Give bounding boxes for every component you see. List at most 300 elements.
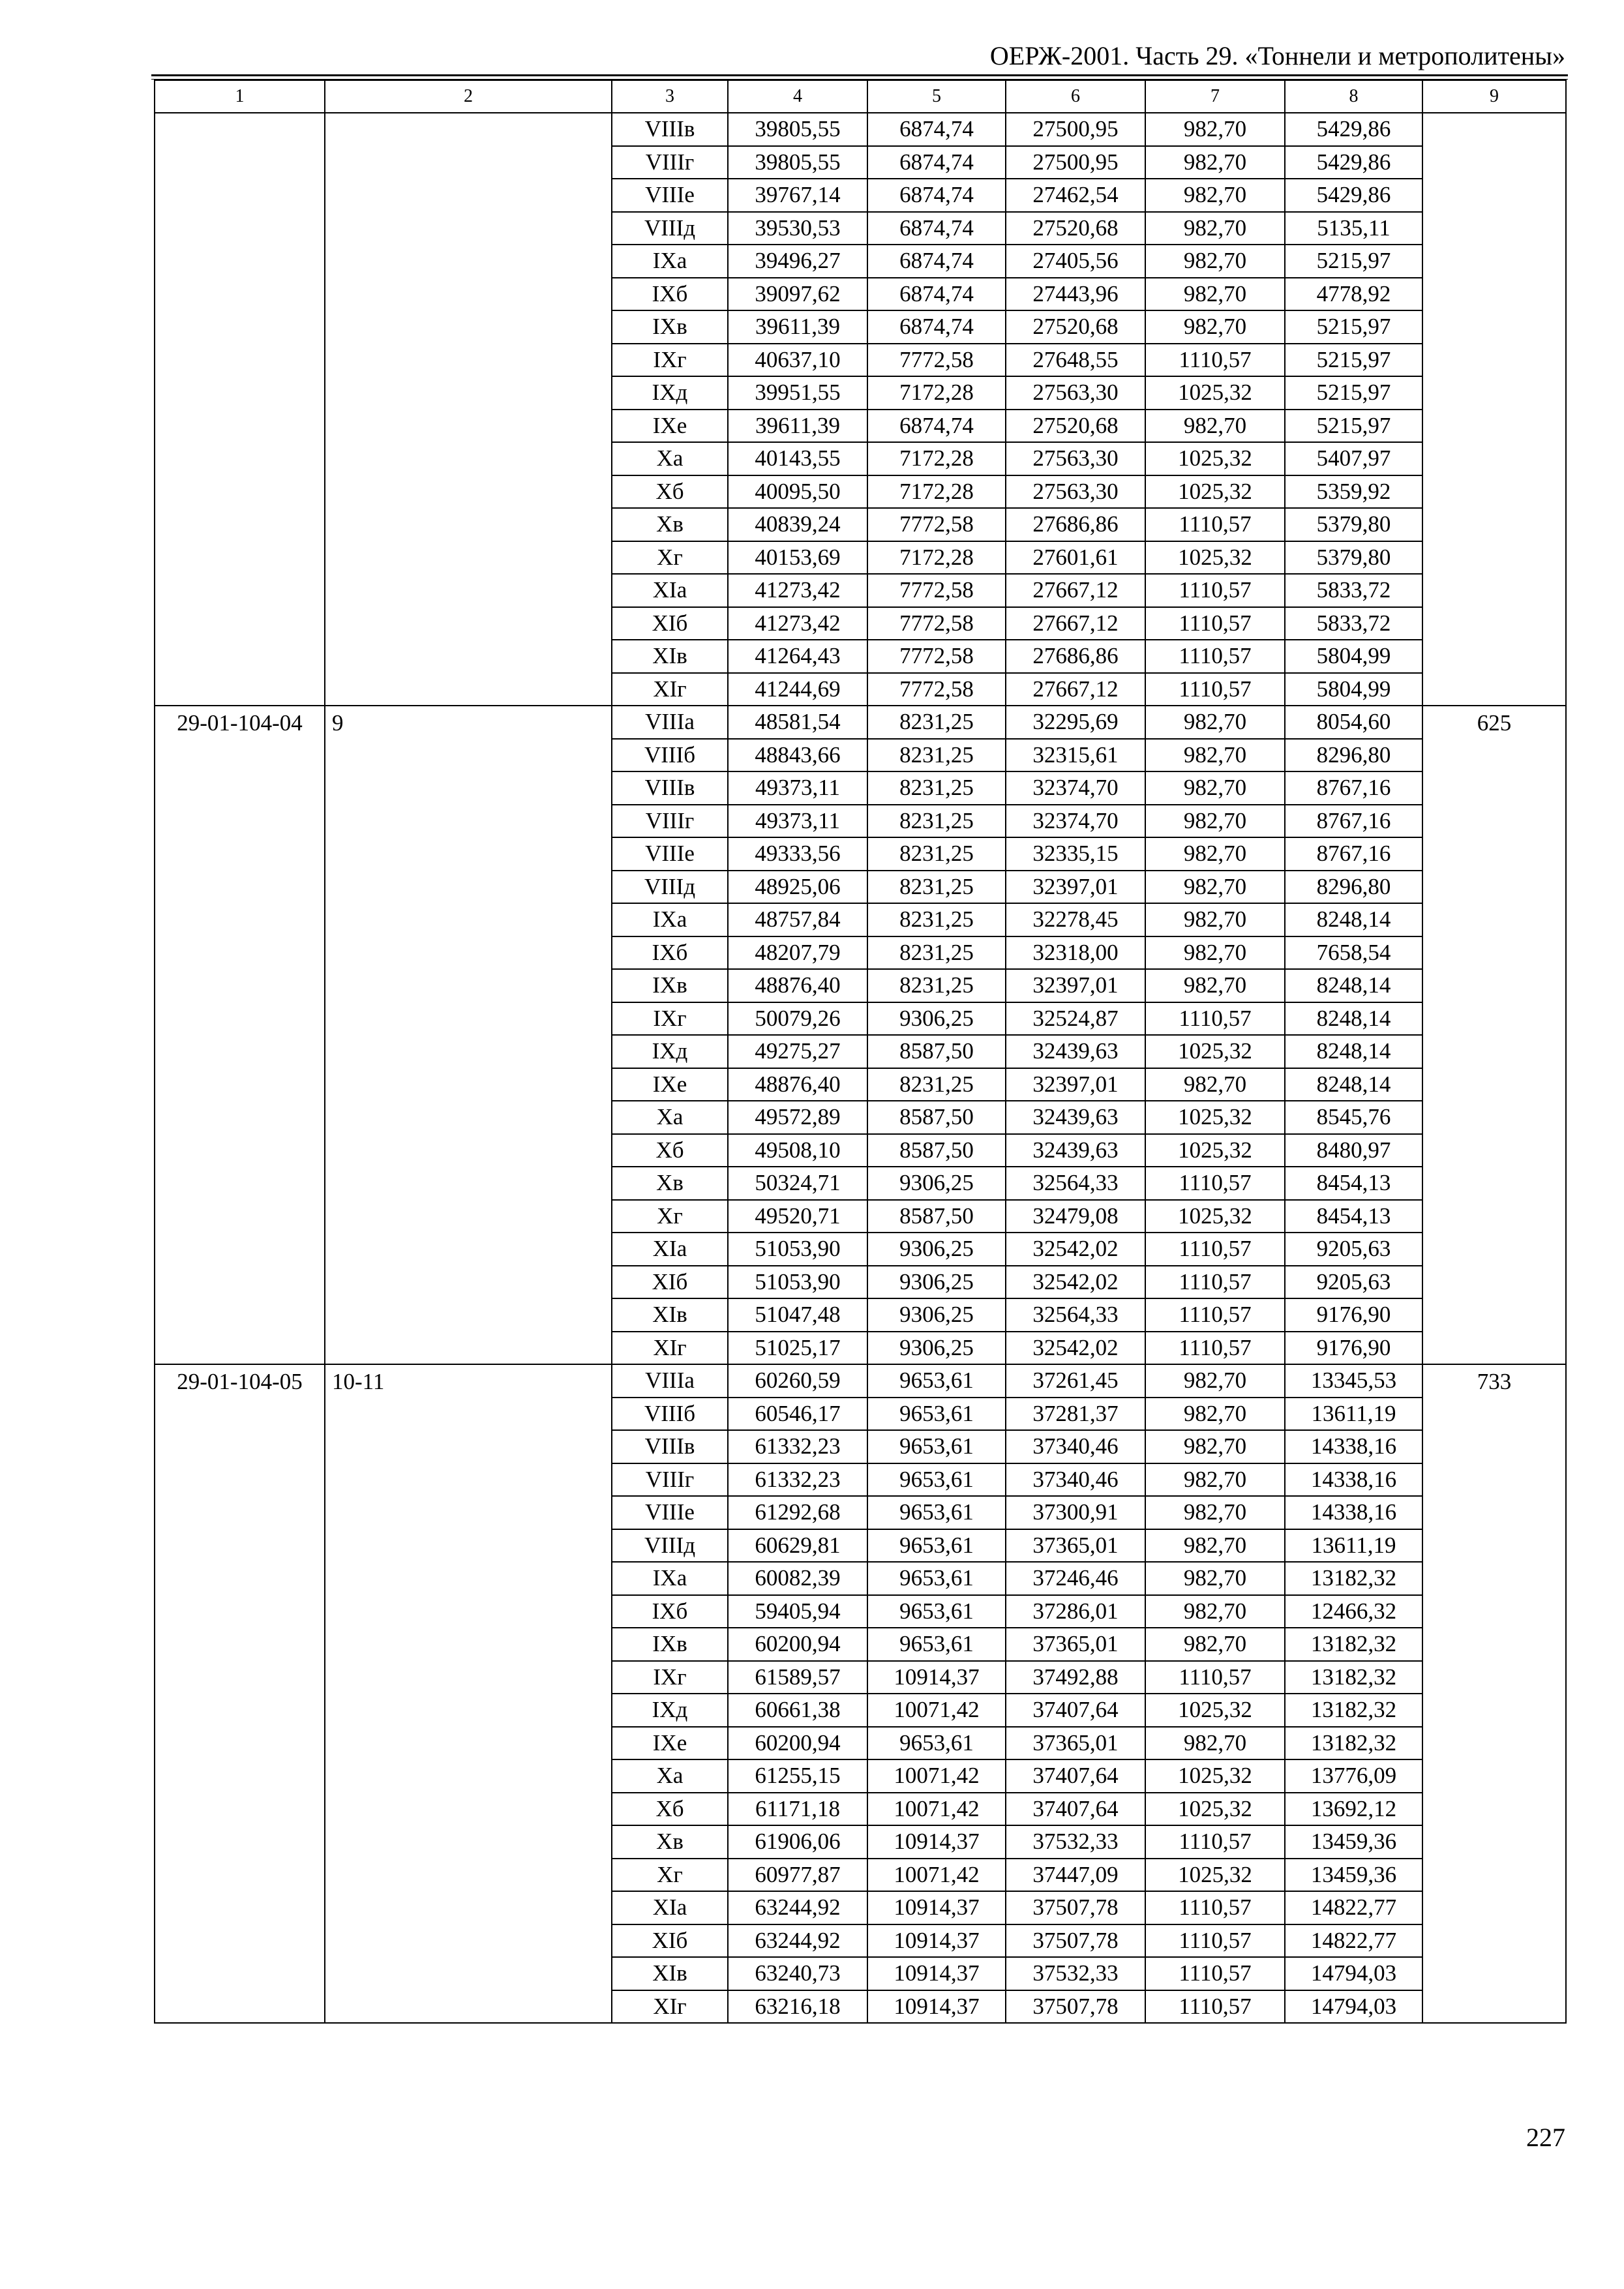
operator-wage-cell: 1110,57 bbox=[1145, 508, 1285, 541]
operator-wage-cell: 1110,57 bbox=[1145, 574, 1285, 607]
operator-wage-cell: 1025,32 bbox=[1145, 1134, 1285, 1167]
materials-cell: 9205,63 bbox=[1285, 1233, 1422, 1266]
materials-cell: 5359,92 bbox=[1285, 475, 1422, 509]
operator-wage-cell: 982,70 bbox=[1145, 771, 1285, 805]
operator-wage-cell: 982,70 bbox=[1145, 1529, 1285, 1563]
total-cost-cell: 41273,42 bbox=[728, 574, 867, 607]
class-cell: Xб bbox=[612, 1793, 728, 1826]
class-cell: IXе bbox=[612, 410, 728, 443]
wage-cell: 9306,25 bbox=[867, 1233, 1006, 1266]
materials-cell: 8767,16 bbox=[1285, 771, 1422, 805]
wage-cell: 8231,25 bbox=[867, 739, 1006, 772]
class-cell: Xб bbox=[612, 1134, 728, 1167]
total-cost-cell: 39805,55 bbox=[728, 146, 867, 179]
class-cell: Xа bbox=[612, 442, 728, 475]
operator-wage-cell: 982,70 bbox=[1145, 969, 1285, 1002]
wage-cell: 7172,28 bbox=[867, 442, 1006, 475]
total-cost-cell: 51053,90 bbox=[728, 1266, 867, 1299]
materials-cell: 9176,90 bbox=[1285, 1298, 1422, 1332]
operator-wage-cell: 982,70 bbox=[1145, 179, 1285, 212]
wage-cell: 9306,25 bbox=[867, 1332, 1006, 1365]
operator-wage-cell: 1025,32 bbox=[1145, 442, 1285, 475]
total-cost-cell: 61332,23 bbox=[728, 1463, 867, 1497]
materials-cell: 5215,97 bbox=[1285, 344, 1422, 377]
machine-cost-cell: 37261,45 bbox=[1006, 1364, 1145, 1398]
materials-cell: 8248,14 bbox=[1285, 969, 1422, 1002]
wage-cell: 6874,74 bbox=[867, 146, 1006, 179]
materials-cell: 8454,13 bbox=[1285, 1200, 1422, 1233]
machine-cost-cell: 37300,91 bbox=[1006, 1496, 1145, 1529]
total-cost-cell: 49275,27 bbox=[728, 1035, 867, 1068]
wage-cell: 9306,25 bbox=[867, 1298, 1006, 1332]
materials-cell: 13182,32 bbox=[1285, 1661, 1422, 1694]
machine-cost-cell: 32318,00 bbox=[1006, 936, 1145, 970]
machine-cost-cell: 27462,54 bbox=[1006, 179, 1145, 212]
operator-wage-cell: 1110,57 bbox=[1145, 1002, 1285, 1036]
total-cost-cell: 39767,14 bbox=[728, 179, 867, 212]
total-cost-cell: 63216,18 bbox=[728, 1990, 867, 2024]
class-cell: IXа bbox=[612, 903, 728, 936]
materials-cell: 7658,54 bbox=[1285, 936, 1422, 970]
class-cell: IXв bbox=[612, 969, 728, 1002]
class-cell: IXа bbox=[612, 1562, 728, 1595]
total-cost-cell: 48581,54 bbox=[728, 706, 867, 739]
machine-cost-cell: 37246,46 bbox=[1006, 1562, 1145, 1595]
class-cell: VIIIе bbox=[612, 837, 728, 871]
materials-cell: 13182,32 bbox=[1285, 1562, 1422, 1595]
total-cost-cell: 39611,39 bbox=[728, 310, 867, 344]
wage-cell: 8231,25 bbox=[867, 805, 1006, 838]
total-cost-cell: 39530,53 bbox=[728, 212, 867, 245]
total-cost-cell: 51053,90 bbox=[728, 1233, 867, 1266]
total-cost-cell: 50324,71 bbox=[728, 1167, 867, 1200]
machine-cost-cell: 32542,02 bbox=[1006, 1233, 1145, 1266]
machine-cost-cell: 27648,55 bbox=[1006, 344, 1145, 377]
wage-cell: 6874,74 bbox=[867, 410, 1006, 443]
machine-cost-cell: 32295,69 bbox=[1006, 706, 1145, 739]
machine-cost-cell: 37281,37 bbox=[1006, 1398, 1145, 1431]
total-cost-cell: 61292,68 bbox=[728, 1496, 867, 1529]
total-cost-cell: 40637,10 bbox=[728, 344, 867, 377]
operator-wage-cell: 982,70 bbox=[1145, 1496, 1285, 1529]
class-cell: VIIIв bbox=[612, 771, 728, 805]
code-cell: 29-01-104-05 bbox=[155, 1364, 325, 2023]
class-cell: VIIIд bbox=[612, 1529, 728, 1563]
class-cell: VIIIа bbox=[612, 706, 728, 739]
machine-cost-cell: 32335,15 bbox=[1006, 837, 1145, 871]
wage-cell: 8231,25 bbox=[867, 903, 1006, 936]
materials-cell: 14794,03 bbox=[1285, 1957, 1422, 1990]
machine-cost-cell: 37365,01 bbox=[1006, 1529, 1145, 1563]
machine-cost-cell: 32564,33 bbox=[1006, 1298, 1145, 1332]
operator-wage-cell: 1025,32 bbox=[1145, 1759, 1285, 1793]
total-cost-cell: 48925,06 bbox=[728, 871, 867, 904]
operator-wage-cell: 1110,57 bbox=[1145, 1233, 1285, 1266]
operator-wage-cell: 1025,32 bbox=[1145, 376, 1285, 410]
wage-cell: 9653,61 bbox=[867, 1628, 1006, 1661]
column-number: 2 bbox=[325, 80, 612, 113]
operator-wage-cell: 1025,32 bbox=[1145, 475, 1285, 509]
class-cell: XIв bbox=[612, 1957, 728, 1990]
operator-wage-cell: 982,70 bbox=[1145, 1727, 1285, 1760]
class-cell: VIIIг bbox=[612, 805, 728, 838]
total-cost-cell: 49520,71 bbox=[728, 1200, 867, 1233]
machine-cost-cell: 32479,08 bbox=[1006, 1200, 1145, 1233]
price-table bbox=[154, 80, 1567, 2024]
machine-cost-cell: 32397,01 bbox=[1006, 1068, 1145, 1101]
class-cell: VIIIб bbox=[612, 739, 728, 772]
total-cost-cell: 39805,55 bbox=[728, 113, 867, 146]
materials-cell: 12466,32 bbox=[1285, 1595, 1422, 1628]
wage-cell: 6874,74 bbox=[867, 278, 1006, 311]
machine-cost-cell: 32397,01 bbox=[1006, 871, 1145, 904]
machine-cost-cell: 32439,63 bbox=[1006, 1134, 1145, 1167]
class-cell: Xг bbox=[612, 541, 728, 575]
class-cell: IXг bbox=[612, 1661, 728, 1694]
materials-cell: 8248,14 bbox=[1285, 1035, 1422, 1068]
materials-cell: 5833,72 bbox=[1285, 607, 1422, 640]
machine-cost-cell: 27500,95 bbox=[1006, 113, 1145, 146]
operator-wage-cell: 982,70 bbox=[1145, 212, 1285, 245]
machine-cost-cell: 37365,01 bbox=[1006, 1727, 1145, 1760]
operator-wage-cell: 1110,57 bbox=[1145, 640, 1285, 673]
class-cell: Xа bbox=[612, 1101, 728, 1134]
machine-cost-cell: 32397,01 bbox=[1006, 969, 1145, 1002]
wage-cell: 7172,28 bbox=[867, 541, 1006, 575]
machine-cost-cell: 27686,86 bbox=[1006, 640, 1145, 673]
total-cost-cell: 49373,11 bbox=[728, 771, 867, 805]
operator-wage-cell: 1110,57 bbox=[1145, 1957, 1285, 1990]
materials-cell: 9176,90 bbox=[1285, 1332, 1422, 1365]
materials-cell: 5135,11 bbox=[1285, 212, 1422, 245]
total-cost-cell: 50079,26 bbox=[728, 1002, 867, 1036]
machine-cost-cell: 32542,02 bbox=[1006, 1332, 1145, 1365]
class-cell: IXг bbox=[612, 344, 728, 377]
class-cell: VIIIг bbox=[612, 1463, 728, 1497]
total-cost-cell: 59405,94 bbox=[728, 1595, 867, 1628]
total-cost-cell: 41264,43 bbox=[728, 640, 867, 673]
machine-cost-cell: 32278,45 bbox=[1006, 903, 1145, 936]
materials-cell: 8454,13 bbox=[1285, 1167, 1422, 1200]
total-cost-cell: 39496,27 bbox=[728, 245, 867, 278]
machine-cost-cell: 27563,30 bbox=[1006, 376, 1145, 410]
materials-cell: 5407,97 bbox=[1285, 442, 1422, 475]
materials-cell: 8545,76 bbox=[1285, 1101, 1422, 1134]
wage-cell: 7772,58 bbox=[867, 344, 1006, 377]
wage-cell: 7772,58 bbox=[867, 574, 1006, 607]
materials-cell: 8480,97 bbox=[1285, 1134, 1422, 1167]
machine-cost-cell: 32374,70 bbox=[1006, 805, 1145, 838]
operator-wage-cell: 982,70 bbox=[1145, 1628, 1285, 1661]
machine-cost-cell: 32524,87 bbox=[1006, 1002, 1145, 1036]
materials-cell: 8296,80 bbox=[1285, 739, 1422, 772]
total-cost-cell: 39611,39 bbox=[728, 410, 867, 443]
column-number: 9 bbox=[1422, 80, 1566, 113]
machine-cost-cell: 37340,46 bbox=[1006, 1463, 1145, 1497]
materials-cell: 13459,36 bbox=[1285, 1859, 1422, 1892]
operator-wage-cell: 1110,57 bbox=[1145, 344, 1285, 377]
total-cost-cell: 63240,73 bbox=[728, 1957, 867, 1990]
operator-wage-cell: 1110,57 bbox=[1145, 607, 1285, 640]
operator-wage-cell: 982,70 bbox=[1145, 1463, 1285, 1497]
wage-cell: 7772,58 bbox=[867, 673, 1006, 706]
total-cost-cell: 41244,69 bbox=[728, 673, 867, 706]
wage-cell: 10071,42 bbox=[867, 1859, 1006, 1892]
total-cost-cell: 61171,18 bbox=[728, 1793, 867, 1826]
total-cost-cell: 48757,84 bbox=[728, 903, 867, 936]
column-number: 4 bbox=[728, 80, 867, 113]
wage-cell: 8231,25 bbox=[867, 837, 1006, 871]
machine-cost-cell: 32564,33 bbox=[1006, 1167, 1145, 1200]
total-cost-cell: 60082,39 bbox=[728, 1562, 867, 1595]
operator-wage-cell: 982,70 bbox=[1145, 1562, 1285, 1595]
class-cell: Xв bbox=[612, 1167, 728, 1200]
class-cell: VIIIд bbox=[612, 212, 728, 245]
labor-cell: 733 bbox=[1422, 1364, 1566, 2023]
machine-cost-cell: 27667,12 bbox=[1006, 574, 1145, 607]
class-cell: IXв bbox=[612, 1628, 728, 1661]
labor-cell: 625 bbox=[1422, 706, 1566, 1364]
materials-cell: 5215,97 bbox=[1285, 376, 1422, 410]
class-cell: Xв bbox=[612, 1825, 728, 1859]
machine-cost-cell: 27563,30 bbox=[1006, 442, 1145, 475]
operator-wage-cell: 982,70 bbox=[1145, 805, 1285, 838]
machine-cost-cell: 27520,68 bbox=[1006, 410, 1145, 443]
wage-cell: 9653,61 bbox=[867, 1463, 1006, 1497]
wage-cell: 8231,25 bbox=[867, 969, 1006, 1002]
machine-cost-cell: 32374,70 bbox=[1006, 771, 1145, 805]
class-cell: VIIIг bbox=[612, 146, 728, 179]
materials-cell: 14794,03 bbox=[1285, 1990, 1422, 2024]
total-cost-cell: 40839,24 bbox=[728, 508, 867, 541]
table-row bbox=[155, 1364, 1566, 1398]
wage-cell: 7172,28 bbox=[867, 475, 1006, 509]
wage-cell: 10914,37 bbox=[867, 1891, 1006, 1924]
wage-cell: 8587,50 bbox=[867, 1134, 1006, 1167]
operator-wage-cell: 982,70 bbox=[1145, 410, 1285, 443]
materials-cell: 14338,16 bbox=[1285, 1430, 1422, 1463]
class-cell: Xг bbox=[612, 1859, 728, 1892]
class-cell: Xг bbox=[612, 1200, 728, 1233]
wage-cell: 8231,25 bbox=[867, 771, 1006, 805]
materials-cell: 14338,16 bbox=[1285, 1463, 1422, 1497]
total-cost-cell: 40153,69 bbox=[728, 541, 867, 575]
machine-cost-cell: 37407,64 bbox=[1006, 1694, 1145, 1727]
labor-cell bbox=[1422, 113, 1566, 706]
machine-cost-cell: 32315,61 bbox=[1006, 739, 1145, 772]
operator-wage-cell: 1025,32 bbox=[1145, 1793, 1285, 1826]
operator-wage-cell: 982,70 bbox=[1145, 837, 1285, 871]
code-cell bbox=[155, 113, 325, 706]
materials-cell: 8248,14 bbox=[1285, 1002, 1422, 1036]
operator-wage-cell: 1110,57 bbox=[1145, 1332, 1285, 1365]
machine-cost-cell: 37492,88 bbox=[1006, 1661, 1145, 1694]
total-cost-cell: 48207,79 bbox=[728, 936, 867, 970]
class-cell: VIIIе bbox=[612, 179, 728, 212]
class-cell: IXб bbox=[612, 936, 728, 970]
total-cost-cell: 49373,11 bbox=[728, 805, 867, 838]
page-header: ОЕРЖ-2001. Часть 29. «Тоннели и метрополитены» bbox=[989, 41, 1565, 70]
wage-cell: 9653,61 bbox=[867, 1529, 1006, 1563]
operator-wage-cell: 982,70 bbox=[1145, 739, 1285, 772]
machine-cost-cell: 32439,63 bbox=[1006, 1101, 1145, 1134]
materials-cell: 8767,16 bbox=[1285, 805, 1422, 838]
materials-cell: 13345,53 bbox=[1285, 1364, 1422, 1398]
wage-cell: 6874,74 bbox=[867, 212, 1006, 245]
materials-cell: 13182,32 bbox=[1285, 1694, 1422, 1727]
operator-wage-cell: 1025,32 bbox=[1145, 541, 1285, 575]
total-cost-cell: 60629,81 bbox=[728, 1529, 867, 1563]
total-cost-cell: 39097,62 bbox=[728, 278, 867, 311]
total-cost-cell: 48876,40 bbox=[728, 969, 867, 1002]
materials-cell: 8248,14 bbox=[1285, 903, 1422, 936]
wage-cell: 9306,25 bbox=[867, 1167, 1006, 1200]
total-cost-cell: 60200,94 bbox=[728, 1628, 867, 1661]
materials-cell: 5379,80 bbox=[1285, 508, 1422, 541]
operator-wage-cell: 982,70 bbox=[1145, 871, 1285, 904]
header-rule bbox=[151, 74, 1568, 76]
wage-cell: 10914,37 bbox=[867, 1957, 1006, 1990]
materials-cell: 13776,09 bbox=[1285, 1759, 1422, 1793]
total-cost-cell: 61906,06 bbox=[728, 1825, 867, 1859]
variant-cell: 9 bbox=[325, 706, 612, 1364]
page-number: 227 bbox=[1526, 2123, 1565, 2152]
table-row bbox=[155, 113, 1566, 146]
class-cell: VIIIа bbox=[612, 1364, 728, 1398]
machine-cost-cell: 37407,64 bbox=[1006, 1759, 1145, 1793]
machine-cost-cell: 27686,86 bbox=[1006, 508, 1145, 541]
wage-cell: 8231,25 bbox=[867, 706, 1006, 739]
operator-wage-cell: 982,70 bbox=[1145, 310, 1285, 344]
total-cost-cell: 60200,94 bbox=[728, 1727, 867, 1760]
wage-cell: 9653,61 bbox=[867, 1398, 1006, 1431]
class-cell: XIб bbox=[612, 607, 728, 640]
class-cell: XIа bbox=[612, 574, 728, 607]
materials-cell: 9205,63 bbox=[1285, 1266, 1422, 1299]
class-cell: VIIIб bbox=[612, 1398, 728, 1431]
class-cell: IXв bbox=[612, 310, 728, 344]
operator-wage-cell: 982,70 bbox=[1145, 936, 1285, 970]
machine-cost-cell: 37532,33 bbox=[1006, 1825, 1145, 1859]
wage-cell: 10914,37 bbox=[867, 1661, 1006, 1694]
operator-wage-cell: 982,70 bbox=[1145, 1364, 1285, 1398]
machine-cost-cell: 27443,96 bbox=[1006, 278, 1145, 311]
wage-cell: 10071,42 bbox=[867, 1759, 1006, 1793]
wage-cell: 8587,50 bbox=[867, 1035, 1006, 1068]
column-number: 3 bbox=[612, 80, 728, 113]
materials-cell: 5429,86 bbox=[1285, 146, 1422, 179]
wage-cell: 8231,25 bbox=[867, 936, 1006, 970]
class-cell: IXд bbox=[612, 376, 728, 410]
machine-cost-cell: 27667,12 bbox=[1006, 607, 1145, 640]
class-cell: XIв bbox=[612, 640, 728, 673]
machine-cost-cell: 27563,30 bbox=[1006, 475, 1145, 509]
operator-wage-cell: 1110,57 bbox=[1145, 1825, 1285, 1859]
materials-cell: 5215,97 bbox=[1285, 245, 1422, 278]
machine-cost-cell: 27667,12 bbox=[1006, 673, 1145, 706]
materials-cell: 5429,86 bbox=[1285, 179, 1422, 212]
class-cell: IXа bbox=[612, 245, 728, 278]
operator-wage-cell: 982,70 bbox=[1145, 903, 1285, 936]
wage-cell: 8587,50 bbox=[867, 1200, 1006, 1233]
machine-cost-cell: 37340,46 bbox=[1006, 1430, 1145, 1463]
materials-cell: 13182,32 bbox=[1285, 1628, 1422, 1661]
total-cost-cell: 60546,17 bbox=[728, 1398, 867, 1431]
operator-wage-cell: 1025,32 bbox=[1145, 1035, 1285, 1068]
column-number: 8 bbox=[1285, 80, 1422, 113]
operator-wage-cell: 1110,57 bbox=[1145, 1924, 1285, 1958]
total-cost-cell: 61255,15 bbox=[728, 1759, 867, 1793]
materials-cell: 5379,80 bbox=[1285, 541, 1422, 575]
materials-cell: 13459,36 bbox=[1285, 1825, 1422, 1859]
wage-cell: 10071,42 bbox=[867, 1793, 1006, 1826]
wage-cell: 9653,61 bbox=[867, 1364, 1006, 1398]
variant-cell bbox=[325, 113, 612, 706]
wage-cell: 7772,58 bbox=[867, 508, 1006, 541]
total-cost-cell: 61589,57 bbox=[728, 1661, 867, 1694]
wage-cell: 9653,61 bbox=[867, 1727, 1006, 1760]
wage-cell: 7772,58 bbox=[867, 640, 1006, 673]
materials-cell: 5804,99 bbox=[1285, 673, 1422, 706]
machine-cost-cell: 27500,95 bbox=[1006, 146, 1145, 179]
class-cell: IXе bbox=[612, 1068, 728, 1101]
total-cost-cell: 48843,66 bbox=[728, 739, 867, 772]
class-cell: Xа bbox=[612, 1759, 728, 1793]
operator-wage-cell: 982,70 bbox=[1145, 1068, 1285, 1101]
table-row bbox=[155, 706, 1566, 739]
wage-cell: 10914,37 bbox=[867, 1990, 1006, 2024]
column-number: 6 bbox=[1006, 80, 1145, 113]
materials-cell: 14338,16 bbox=[1285, 1496, 1422, 1529]
operator-wage-cell: 982,70 bbox=[1145, 146, 1285, 179]
total-cost-cell: 60977,87 bbox=[728, 1859, 867, 1892]
wage-cell: 9306,25 bbox=[867, 1002, 1006, 1036]
operator-wage-cell: 1110,57 bbox=[1145, 1167, 1285, 1200]
total-cost-cell: 60661,38 bbox=[728, 1694, 867, 1727]
wage-cell: 10071,42 bbox=[867, 1694, 1006, 1727]
machine-cost-cell: 37365,01 bbox=[1006, 1628, 1145, 1661]
machine-cost-cell: 27405,56 bbox=[1006, 245, 1145, 278]
machine-cost-cell: 37447,09 bbox=[1006, 1859, 1145, 1892]
materials-cell: 14822,77 bbox=[1285, 1924, 1422, 1958]
wage-cell: 9653,61 bbox=[867, 1496, 1006, 1529]
total-cost-cell: 51047,48 bbox=[728, 1298, 867, 1332]
total-cost-cell: 41273,42 bbox=[728, 607, 867, 640]
class-cell: XIа bbox=[612, 1891, 728, 1924]
wage-cell: 8587,50 bbox=[867, 1101, 1006, 1134]
machine-cost-cell: 37532,33 bbox=[1006, 1957, 1145, 1990]
class-cell: VIIIв bbox=[612, 113, 728, 146]
class-cell: XIв bbox=[612, 1298, 728, 1332]
class-cell: IXб bbox=[612, 278, 728, 311]
operator-wage-cell: 982,70 bbox=[1145, 1430, 1285, 1463]
total-cost-cell: 39951,55 bbox=[728, 376, 867, 410]
machine-cost-cell: 37507,78 bbox=[1006, 1924, 1145, 1958]
column-number: 5 bbox=[867, 80, 1006, 113]
machine-cost-cell: 37507,78 bbox=[1006, 1990, 1145, 2024]
class-cell: XIг bbox=[612, 673, 728, 706]
materials-cell: 13182,32 bbox=[1285, 1727, 1422, 1760]
code-cell: 29-01-104-04 bbox=[155, 706, 325, 1364]
operator-wage-cell: 1110,57 bbox=[1145, 1891, 1285, 1924]
total-cost-cell: 40095,50 bbox=[728, 475, 867, 509]
operator-wage-cell: 982,70 bbox=[1145, 245, 1285, 278]
class-cell: XIб bbox=[612, 1266, 728, 1299]
variant-cell: 10-11 bbox=[325, 1364, 612, 2023]
wage-cell: 7772,58 bbox=[867, 607, 1006, 640]
operator-wage-cell: 1025,32 bbox=[1145, 1859, 1285, 1892]
materials-cell: 8767,16 bbox=[1285, 837, 1422, 871]
